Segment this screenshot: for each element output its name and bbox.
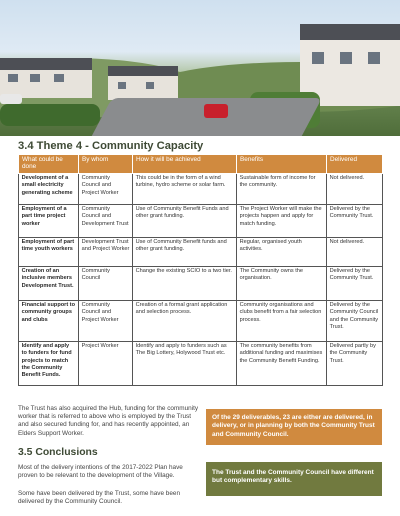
table-cell: Employment of part time youth workers (19, 238, 79, 267)
table-cell: The Project Worker will make the projects happen and apply for match funding. (237, 205, 327, 238)
table-cell: The community benefits from additional funding and maximises the Community Benefit Funding. (237, 342, 327, 386)
column-header: What could be done (19, 155, 79, 174)
table-row (19, 301, 383, 342)
table-cell: Change the existing SCIO to a two tier. (133, 267, 237, 301)
hub-paragraph: The Trust has also acquired the Hub, funding for the community worker that is referred to above who is employed by the Trust and also secured funding for, and has recently appointed, an Elders Support Worker. (18, 405, 199, 437)
table-cell: Financial support to community groups and clubs (19, 301, 79, 342)
table-cell: Delivered by the Community Trust. (327, 205, 383, 238)
table-cell: Employment of a part time project worker (19, 205, 79, 238)
table-cell: Use of Community Benefit Funds and other grant funding. (133, 205, 237, 238)
community-capacity-table (18, 154, 383, 386)
table-cell: Delivered partly by the Community Trust. (327, 342, 383, 386)
column-header: By whom (79, 155, 133, 174)
table-cell: Sustainable form of income for the community. (237, 174, 327, 205)
table-row (19, 174, 383, 205)
column-header: Benefits (237, 155, 327, 174)
table-cell: Identify and apply to funders such as The Big Lottery, Holywood Trust etc. (133, 342, 237, 386)
table-cell: Use of Community Benefit funds and other grant funding. (133, 238, 237, 267)
table-cell: Creation of a formal grant application and selection process. (133, 301, 237, 342)
column-header: How it will be achieved (133, 155, 237, 174)
table-cell: Community organisations and clubs benefit from a fair selection process. (237, 301, 327, 342)
table-cell: Not delivered. (327, 238, 383, 267)
table-cell: Delivered by the Community Council and the Community Trust. (327, 301, 383, 342)
conclusions-heading: 3.5 Conclusions (18, 447, 98, 458)
table-cell: Identify and apply to funders for fund projects to match the Community Benefit Funds. (19, 342, 79, 386)
section-heading-theme-4: 3.4 Theme 4 - Community Capacity (18, 140, 204, 152)
table-cell: Project Worker (79, 342, 133, 386)
table-row (19, 205, 383, 238)
table-cell: Community Council and Development Trust (79, 205, 133, 238)
table-cell: Community Council and Project Worker (79, 301, 133, 342)
table-cell: Community Council and Project Worker (79, 174, 133, 205)
table-cell: Not delivered. (327, 174, 383, 205)
table-cell: Development Trust and Project Worker (79, 238, 133, 267)
table-row (19, 238, 383, 267)
conclusions-paragraph-2: Some have been delivered by the Trust, some have been delivered by the Community Council. (18, 490, 180, 506)
table-cell: Creation of an inclusive members Development Trust. (19, 267, 79, 301)
conclusions-paragraph-1: Most of the delivery intentions of the 2017-2022 Plan have proven to be relevant to the development of the Village. (18, 464, 183, 480)
skills-callout: The Trust and the Community Council have different but complementary skills. (206, 462, 382, 496)
table-cell: The Community owns the organisation. (237, 267, 327, 301)
table-cell: This could be in the form of a wind turbine, hydro scheme or solar farm. (133, 174, 237, 205)
column-header: Delivered (327, 155, 383, 174)
table-row (19, 342, 383, 386)
village-photo (0, 0, 400, 136)
table-cell: Development of a small electricity generating scheme (19, 174, 79, 205)
table-cell: Regular, organised youth activities. (237, 238, 327, 267)
table-cell: Community Council (79, 267, 133, 301)
deliverables-callout: Of the 29 deliverables, 23 are either are delivered, in delivery, or in planning by both the Community Trust and Community Council. (206, 409, 382, 445)
table-header-row (19, 155, 383, 174)
table-cell: Delivered by the Community Trust. (327, 267, 383, 301)
table-row (19, 267, 383, 301)
